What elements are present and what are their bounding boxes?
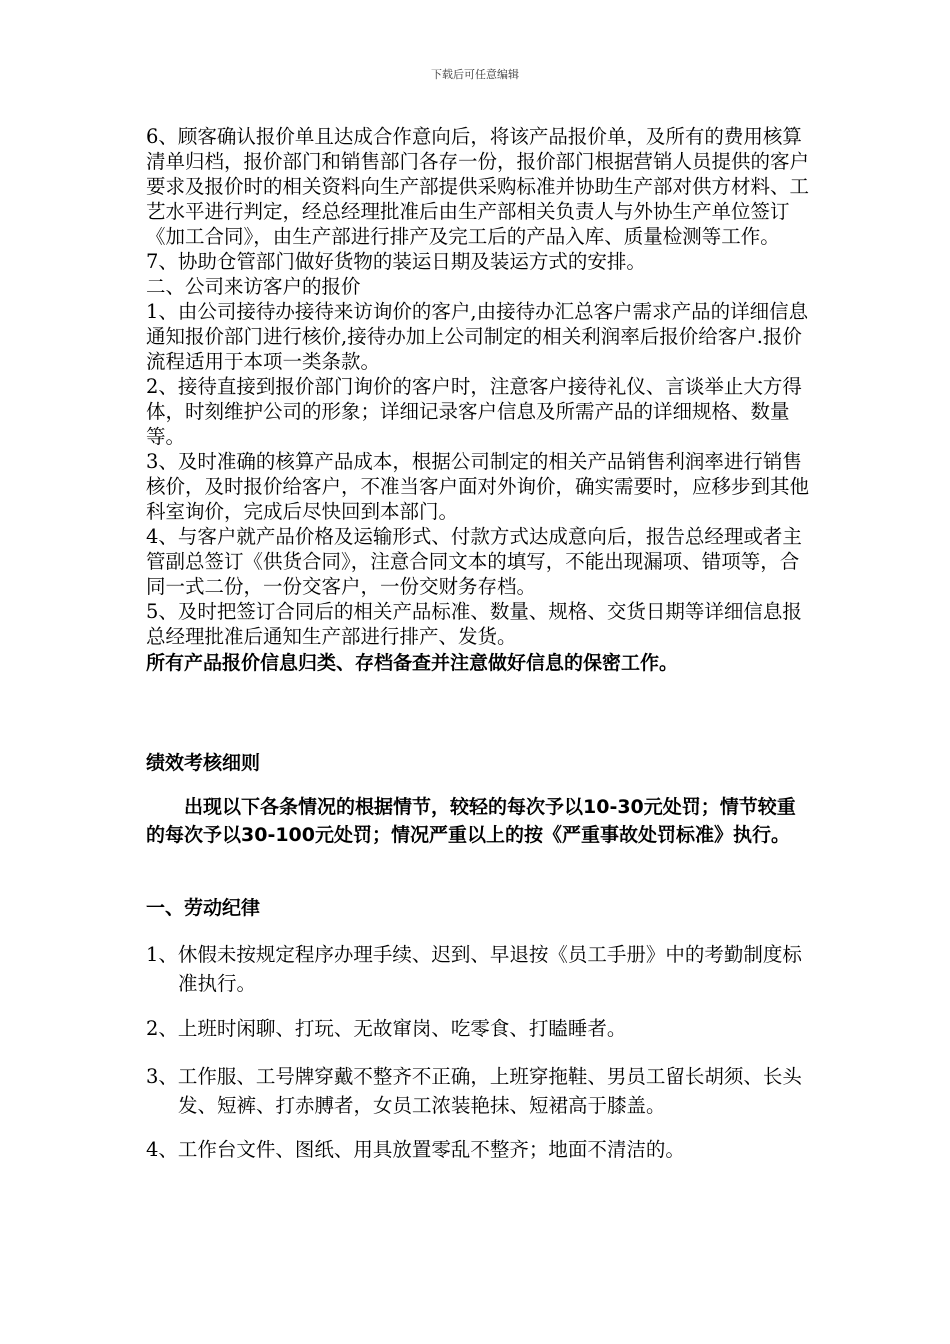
paragraph-visit-1: 1、由公司接待办接待来访询价的客户,由接待办汇总客户需求产品的详细信息通知报价部门进行核价,接待办加上公司制定的相关利润率后报价给客户.报价流程适用于本项一类条款。	[146, 300, 809, 373]
paragraph-visit-5: 5、及时把签订合同后的相关产品标准、数量、规格、交货日期等详细信息报总经理批准后通知生产部进行排产、发货。	[146, 600, 802, 648]
paragraph-item-7: 7、协助仓管部门做好货物的装运日期及装运方式的安排。	[146, 250, 646, 273]
paragraph-item-6: 6、顾客确认报价单且达成合作意向后，将该产品报价单，及所有的费用核算清单归档，报价部门和销售部门各存一份，报价部门根据营销人员提供的客户要求及报价时的相关资料向生产部提供采购标准并协助生产部对供方材料、工艺水平进行判定，经总经理批准后由生产部相关负责人与外协生产单位签订《加工合同》，由生产部进行排产及完工后的产品入库、质量检测等工作。	[146, 125, 810, 248]
assessment-title: 绩效考核细则	[146, 752, 261, 774]
quotation-procedure-section	[146, 124, 812, 676]
paragraph-visit-2: 2、接待直接到报价部门询价的客户时，注意客户接待礼仪、言谈举止大方得体，时刻维护公司的形象；详细记录客户信息及所需产品的详细规格、数量等。	[146, 375, 802, 448]
assessment-intro	[146, 793, 812, 849]
rule-item-3: 3、工作服、工号牌穿戴不整齐不正确，上班穿拖鞋、男员工留长胡须、长头发、短裤、打赤膊者，女员工浓装艳抹、短裙高于膝盖。	[146, 1065, 802, 1117]
paragraph-visit-3: 3、及时准确的核算产品成本，根据公司制定的相关产品销售利润率进行销售核价，及时报价给客户，不准当客户面对外询价，确实需要时，应移步到其他科室询价，完成后尽快回到本部门。	[146, 450, 810, 523]
subheading-visiting-clients: 二、公司来访客户的报价	[146, 275, 361, 298]
rule-item-4: 4、工作台文件、图纸、用具放置零乱不整齐；地面不清洁的。	[146, 1138, 685, 1161]
rule-item-2: 2、上班时闲聊、打玩、无故窜岗、吃零食、打瞌睡者。	[146, 1017, 627, 1040]
paragraph-visit-4: 4、与客户就产品价格及运输形式、付款方式达成意向后，报告总经理或者主管副总签订《供货合同》，注意合同文本的填写，不能出现漏项、错项等，合同一式二份，一份交客户，一份交财务存档。	[146, 525, 802, 598]
assessment-intro-text: 出现以下各条情况的根据情节，较轻的每次予以10-30元处罚；情节较重的每次予以30-100元处罚；情况严重以上的按《严重事故处罚标准》执行。	[146, 796, 796, 846]
rule-item-1: 1、休假未按规定程序办理手续、迟到、早退按《员工手册》中的考勤制度标准执行。	[146, 943, 802, 995]
labor-discipline-heading: 一、劳动纪律	[146, 897, 261, 919]
bold-confidentiality-statement: 所有产品报价信息归类、存档备查并注意做好信息的保密工作。	[146, 652, 679, 674]
page-header-note: 下载后可任意编辑	[431, 68, 519, 81]
